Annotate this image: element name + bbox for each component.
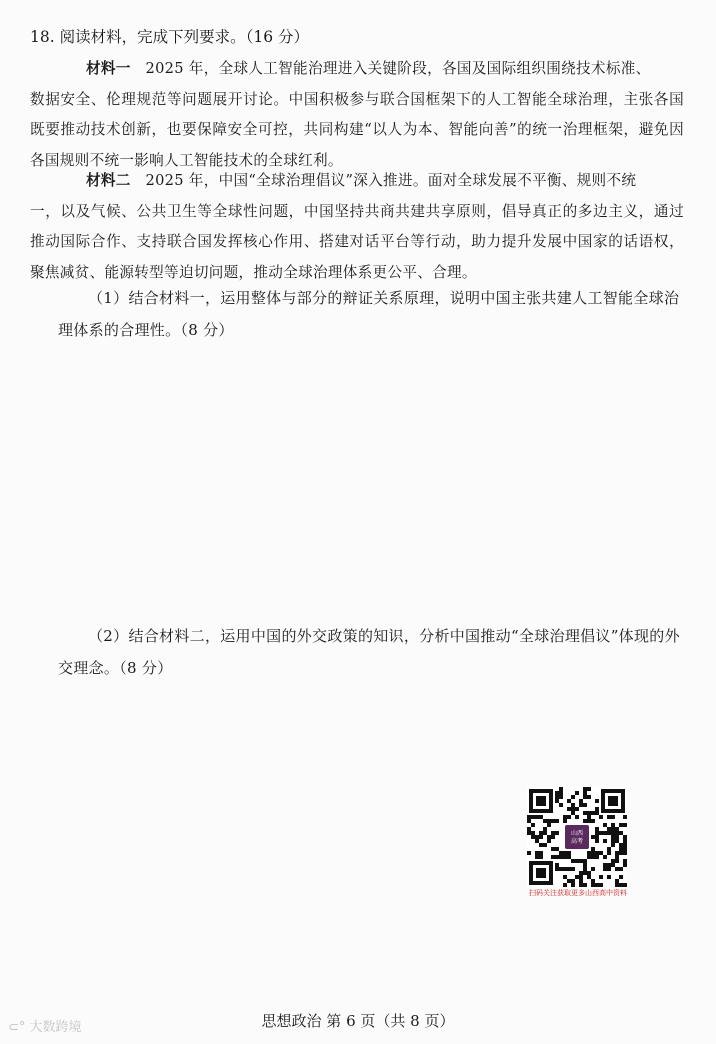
qr-center-text: 山西 [570,830,584,837]
watermark [8,1016,82,1035]
material-1-text: 数据安全、伦理规范等问题展开讨论。中国积极参与联合国框架下的人工智能全球治理，主张各国既要推动技术创新，也要保障安全可控，共同构建“以人为本、智能向善”的统一治理框架，避免因各国规则不统一影响人工智能技术的全球红利。 [30,90,684,169]
question-title: 18. 阅读材料，完成下列要求。（16 分） [30,28,309,46]
material-2-line1: 2025 年，中国“全球治理倡议”深入推进。面对全球发展不平衡、规则不统 [145,172,637,189]
sub-question-2: （2）结合材料二，运用中国的外交政策的知识，分析中国推动“全球治理倡议”体现的外交理念。（8 分） [58,627,680,677]
qr-code[interactable] [527,787,627,887]
qr-caption: 扫码关注获取更多山西高中资料 [529,889,627,897]
material-1-line1: 2025 年，全球人工智能治理进入关键阶段，各国及国际组织围绕技术标准、 [145,60,651,77]
material-2-paragraph [30,166,684,288]
watermark-text: 大数跨境 [29,1020,82,1035]
material-2-label: 材料二 [86,172,131,189]
material-1-label: 材料一 [86,60,131,77]
material-1-paragraph [30,54,684,176]
watermark-logo-icon: ⊂° [8,1020,26,1035]
page-footer: 思想政治 第 6 页（共 8 页） [261,1012,455,1030]
qr-center-logo [565,825,589,849]
qr-center-text-2: 高考 [570,838,584,845]
material-2-text: 一，以及气候、公共卫生等全球性问题，中国坚持共商共建共享原则，倡导真正的多边主义，通过推动国际合作、支持联合国发挥核心作用、搭建对话平台等行动，助力提升发展中国家的话语权，聚焦减贫、能源转型等迫切问题，推动全球治理体系更公平、合理。 [30,202,684,281]
sub-question-1: （1）结合材料一，运用整体与部分的辩证关系原理，说明中国主张共建人工智能全球治理体系的合理性。（8 分） [58,289,680,339]
